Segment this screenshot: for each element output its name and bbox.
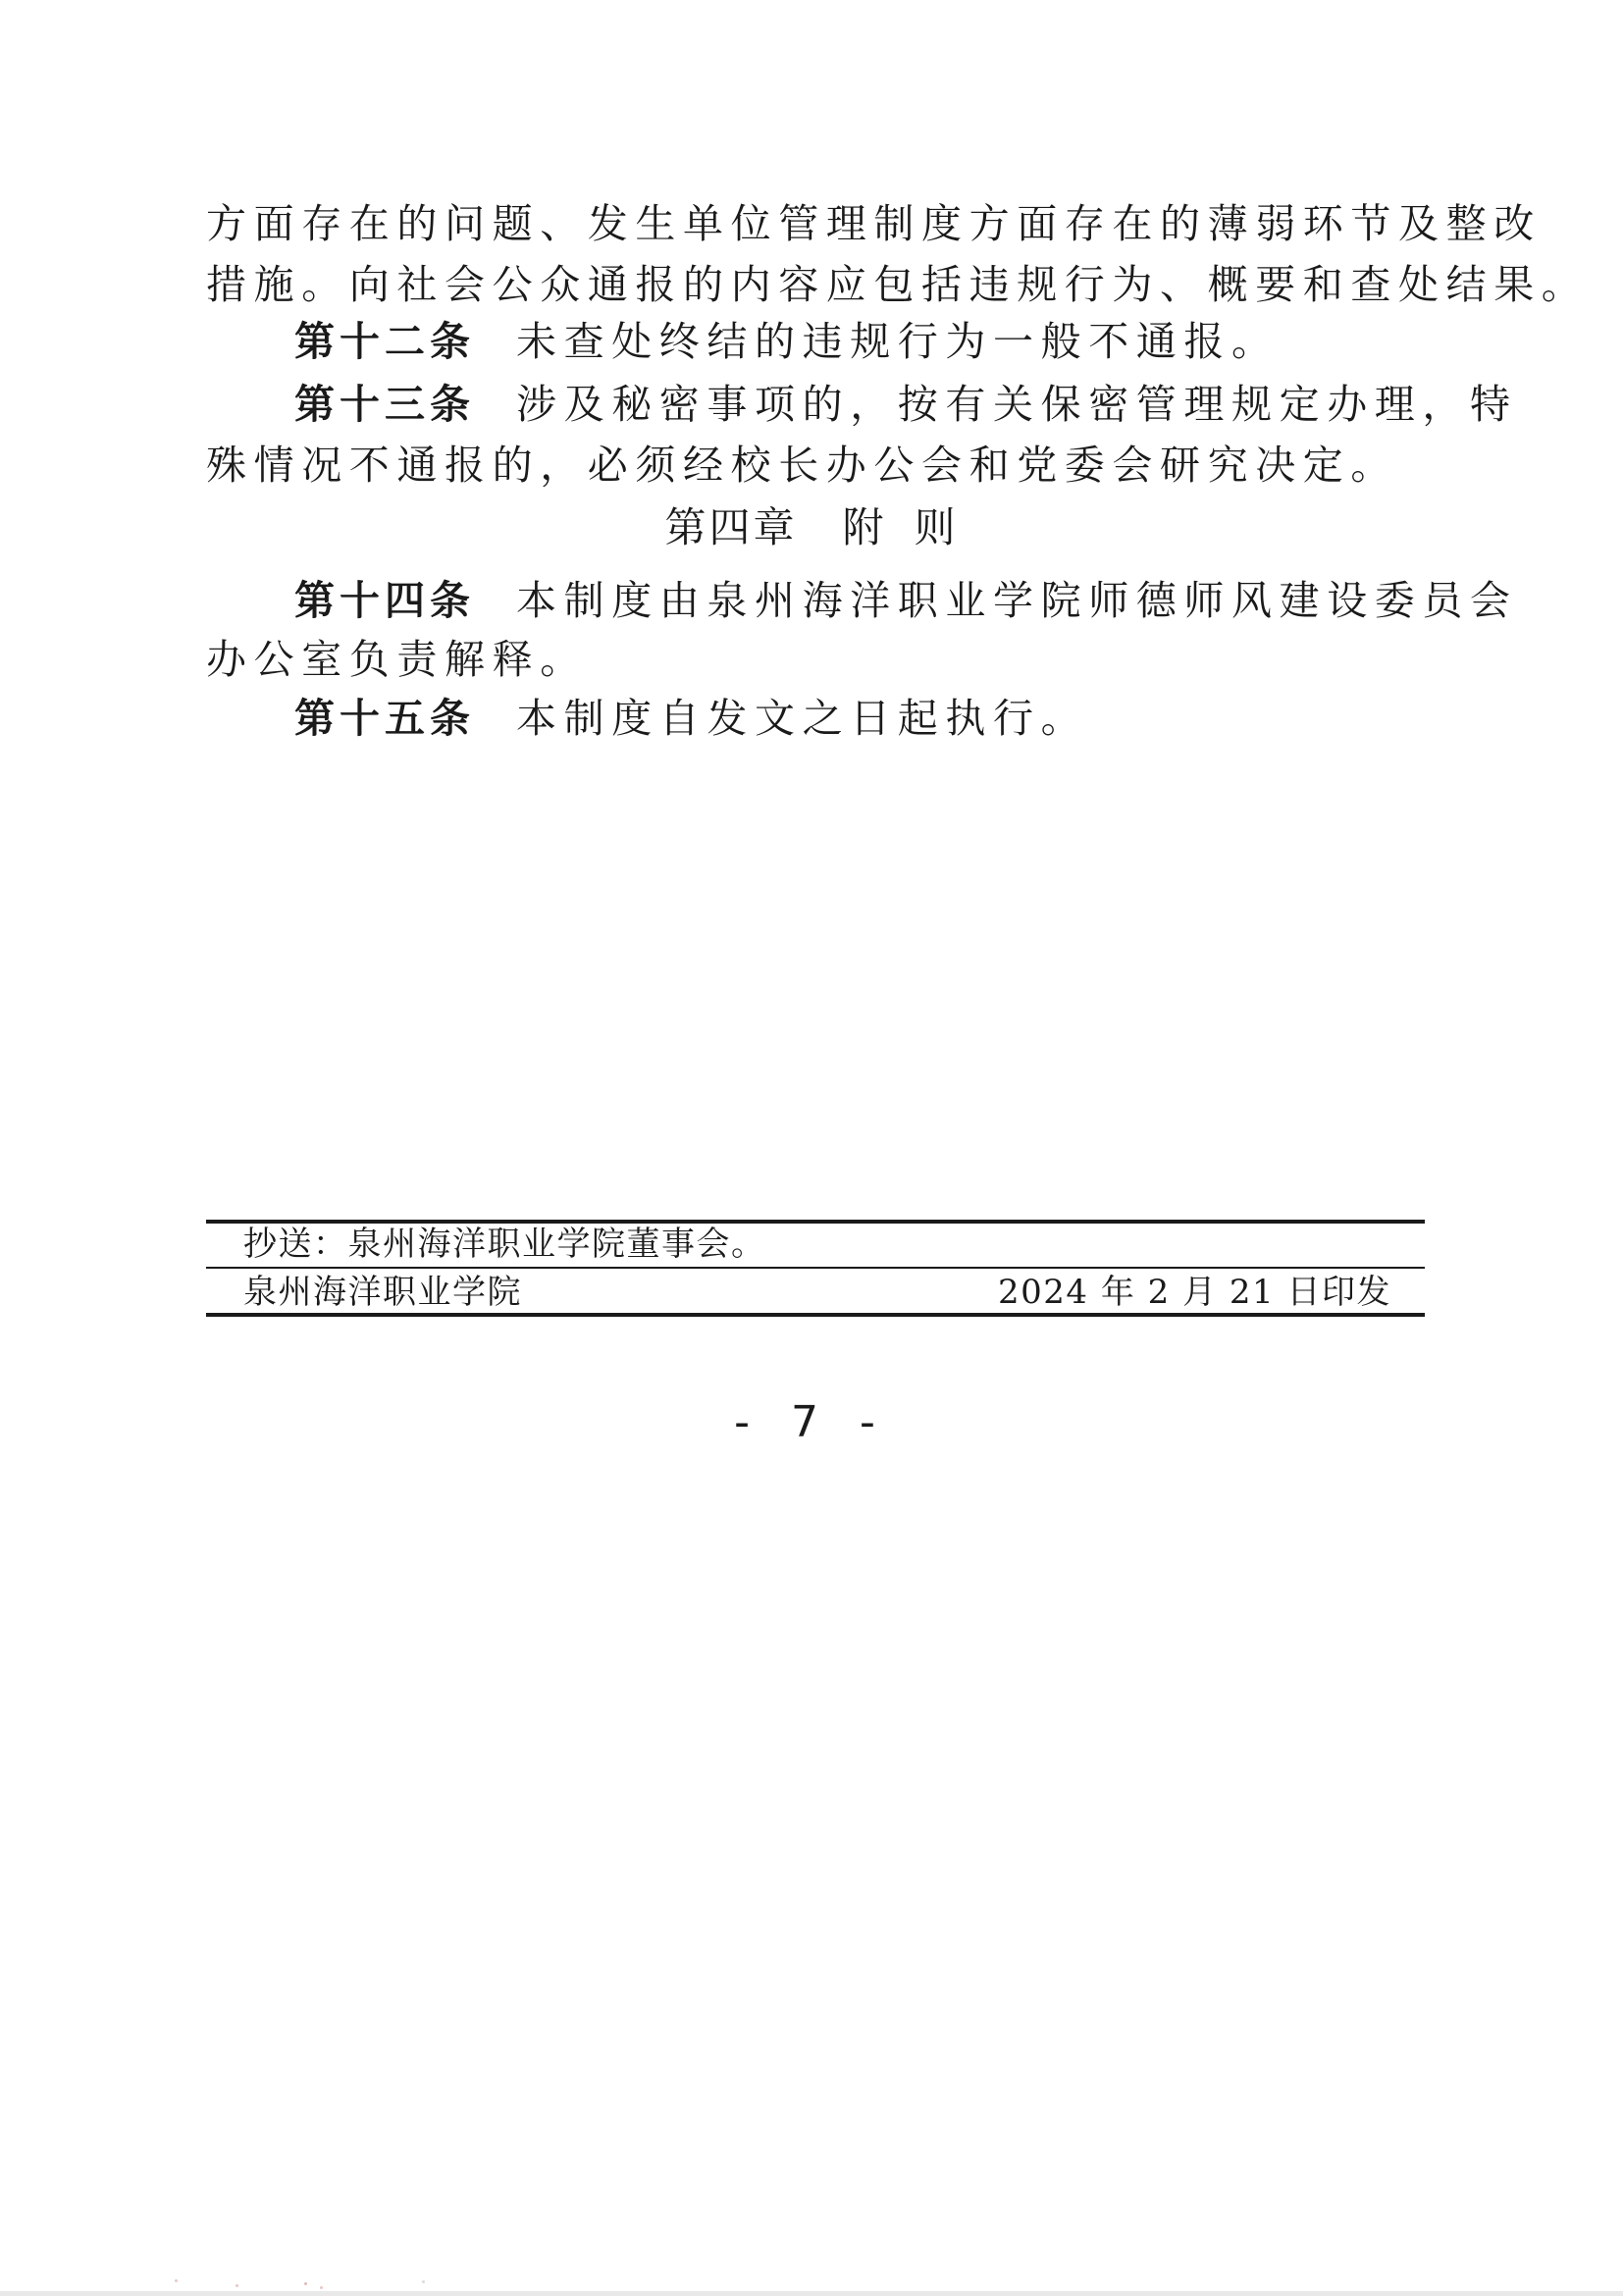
article-15-text: 本制度自发文之日起执行。 — [516, 695, 1089, 742]
article-12-text: 未查处终结的违规行为一般不通报。 — [516, 318, 1280, 365]
article-14 — [294, 571, 1521, 630]
chapter-heading — [0, 498, 1623, 557]
scan-speck — [320, 2286, 323, 2289]
footer-bottom-rule — [206, 1313, 1425, 1317]
scan-bottom-edge — [0, 2291, 1623, 2296]
scan-speck — [175, 2279, 178, 2282]
page-number: - 7 - — [734, 1397, 889, 1447]
chapter-number: 第四章 — [664, 503, 798, 551]
scan-speck — [422, 2280, 425, 2283]
scan-speck — [236, 2284, 238, 2287]
article-12-number: 第十二条 — [294, 318, 475, 365]
body-line-2: 措施。向社会公众通报的内容应包括违规行为、概要和查处结果。 — [206, 261, 1590, 308]
article-15 — [294, 689, 1521, 748]
article-14-continuation: 办公室负责解释。 — [206, 636, 588, 683]
article-14-text: 本制度由泉州海洋职业学院师德师风建设委员会 — [516, 577, 1518, 624]
body-line-1: 方面存在的问题、发生单位管理制度方面存在的薄弱环节及整改 — [206, 200, 1542, 247]
issuer-name: 泉州海洋职业学院 — [243, 1273, 522, 1312]
article-13-number: 第十三条 — [294, 381, 475, 428]
article-13-continuation: 殊情况不通报的，必须经校长办公会和党委会研究决定。 — [206, 442, 1398, 489]
article-14-number: 第十四条 — [294, 577, 475, 624]
article-15-number: 第十五条 — [294, 695, 475, 742]
article-13-text: 涉及秘密事项的，按有关保密管理规定办理，特 — [516, 381, 1518, 428]
issue-date: 2024 年 2 月 21 日印发 — [998, 1273, 1391, 1312]
chapter-title-part2: 则 — [914, 503, 959, 551]
cc-line: 抄送：泉州海洋职业学院董事会。 — [243, 1225, 766, 1264]
article-13 — [294, 375, 1521, 434]
chapter-title-part1: 附 — [842, 503, 887, 551]
scan-speck — [304, 2282, 307, 2285]
article-12 — [294, 312, 1521, 371]
